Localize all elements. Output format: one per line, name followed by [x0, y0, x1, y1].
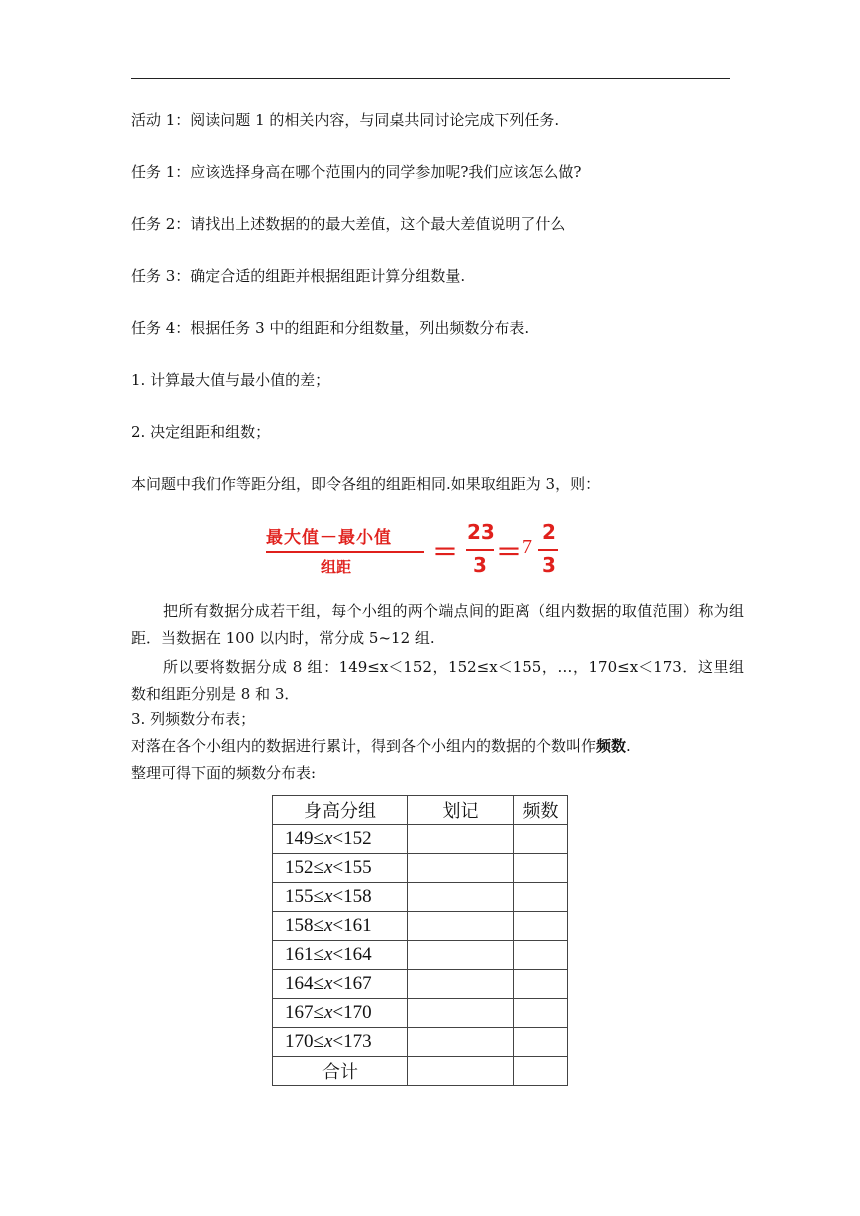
frequency-cell [514, 854, 568, 883]
formula-numerator: 最大值－最小值 [266, 528, 392, 548]
table-body [273, 825, 568, 1086]
frequency-definition: 对落在各个小组内的数据进行累计，得到各个小组内的数据的个数叫作频数. [131, 737, 631, 755]
table-row [273, 941, 568, 970]
formula-equals-1: ＝ [432, 538, 459, 568]
header-frequency: 频数 [514, 796, 568, 825]
tally-cell [408, 912, 514, 941]
tally-cell [408, 941, 514, 970]
step-2: 2. 决定组距和组数； [131, 423, 271, 441]
frequency-table [272, 795, 568, 1086]
frequency-cell [514, 1028, 568, 1057]
step-3: 3. 列频数分布表； [131, 710, 256, 728]
frequency-term: 频数 [596, 737, 627, 755]
formula-equals-2: ＝ [496, 538, 523, 568]
group-range-cell: 170≤x<173 [273, 1028, 408, 1057]
frequency-cell [514, 912, 568, 941]
tally-cell [408, 970, 514, 999]
range-formula [266, 518, 566, 578]
table-row [273, 1028, 568, 1057]
header-tally: 划记 [408, 796, 514, 825]
fraction-bar [466, 549, 494, 551]
tally-cell [408, 1028, 514, 1057]
frequency-cell [514, 941, 568, 970]
fraction-denominator: 3 [473, 553, 487, 577]
tally-cell [408, 825, 514, 854]
tally-cell [408, 883, 514, 912]
intro-line: 本问题中我们作等距分组，即令各组的组距相同.如果取组距为 3，则： [131, 475, 601, 493]
group-range-cell: 155≤x<158 [273, 883, 408, 912]
mixed-denominator: 3 [542, 553, 556, 577]
formula-bar [266, 551, 424, 553]
table-row [273, 999, 568, 1028]
group-range-cell: 152≤x<155 [273, 854, 408, 883]
group-range-cell: 164≤x<167 [273, 970, 408, 999]
mixed-whole: 7 [522, 536, 532, 558]
group-range-cell: 161≤x<164 [273, 941, 408, 970]
table-row [273, 854, 568, 883]
frequency-cell [514, 825, 568, 854]
formula-denominator: 组距 [321, 558, 352, 576]
task-2: 任务 2：请找出上述数据的的最大差值，这个最大差值说明了什么 [131, 215, 566, 233]
header-group: 身高分组 [273, 796, 408, 825]
frequency-total-cell [514, 1057, 568, 1086]
total-label: 合计 [273, 1057, 408, 1086]
group-range-cell: 158≤x<161 [273, 912, 408, 941]
group-range-cell: 149≤x<152 [273, 825, 408, 854]
table-row [273, 912, 568, 941]
frequency-cell [514, 999, 568, 1028]
paragraph-groups: 所以要将数据分成 8 组：149≤x＜152，152≤x＜155，…，170≤x＜173．这里组数和组距分别是 8 和 3． [131, 658, 744, 703]
table-total-row [273, 1057, 568, 1086]
table-intro: 整理可得下面的频数分布表: [131, 764, 317, 782]
frequency-cell [514, 883, 568, 912]
mixed-bar [538, 549, 558, 551]
table-row [273, 883, 568, 912]
frequency-cell [514, 970, 568, 999]
table-row [273, 970, 568, 999]
group-range-cell: 167≤x<170 [273, 999, 408, 1028]
tally-cell [408, 999, 514, 1028]
tally-cell [408, 854, 514, 883]
header-rule [131, 78, 730, 79]
task-3: 任务 3：确定合适的组距并根据组距计算分组数量. [131, 267, 466, 285]
task-1: 任务 1：应该选择身高在哪个范围内的同学参加呢?我们应该怎么做? [131, 163, 582, 181]
mixed-numerator: 2 [542, 520, 556, 544]
table-header-row [273, 796, 568, 825]
fraction-numerator: 23 [467, 520, 495, 544]
table-row [273, 825, 568, 854]
task-4: 任务 4：根据任务 3 中的组距和分组数量，列出频数分布表. [131, 319, 530, 337]
tally-total-cell [408, 1057, 514, 1086]
step-1: 1. 计算最大值与最小值的差； [131, 371, 331, 389]
paragraph-class-width: 把所有数据分成若干组，每个小组的两个端点间的距离（组内数据的取值范围）称为组距．当数据在 100 以内时，常分成 5~12 组. [131, 602, 744, 647]
activity-1: 活动 1：阅读问题 1 的相关内容，与同桌共同讨论完成下列任务. [131, 111, 560, 129]
